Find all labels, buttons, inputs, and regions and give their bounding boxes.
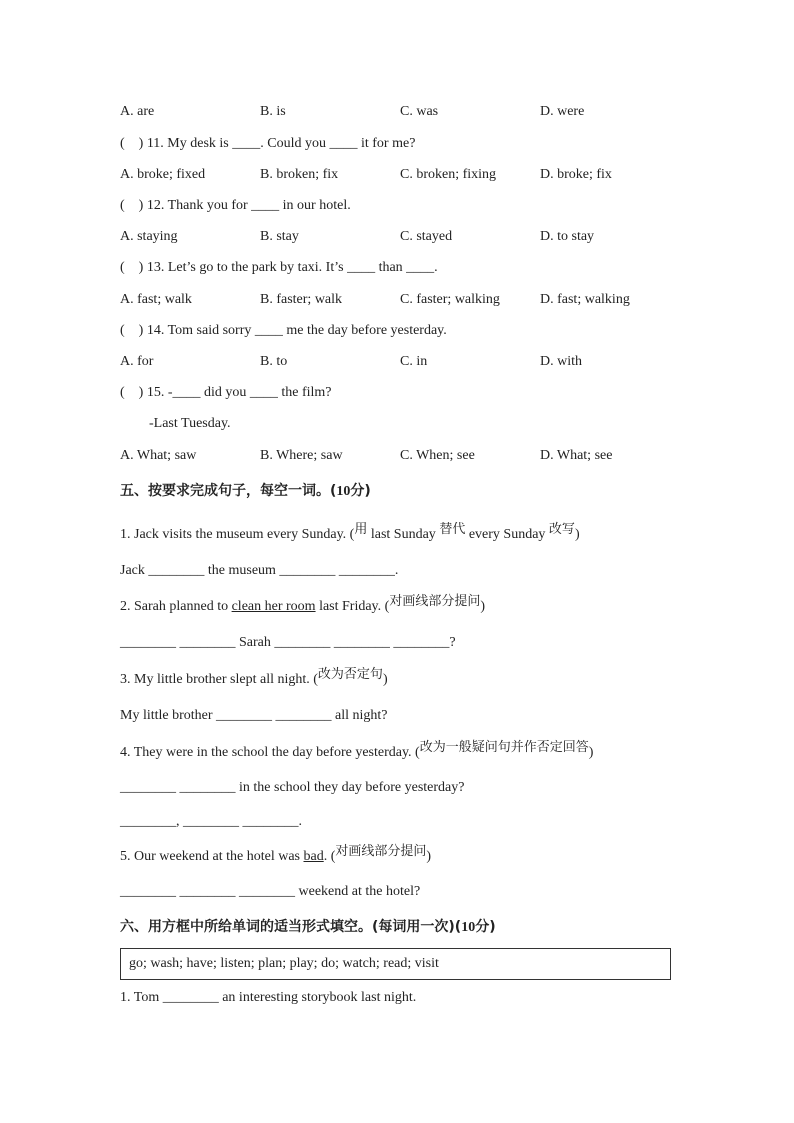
q15-option-a: A. What; saw xyxy=(120,448,197,463)
s5-item-3: 3. My little brother slept all night. (改为否定句) xyxy=(120,667,388,687)
q10-option-b: B. is xyxy=(260,104,286,119)
q15-option-b: B. Where; saw xyxy=(260,448,343,463)
s5-item-4-answer-1: ________ ________ in the school they day before yesterday? xyxy=(120,780,465,795)
s5-item-3-answer: My little brother ________ ________ all night? xyxy=(120,708,388,723)
q11-option-c: C. broken; fixing xyxy=(400,167,497,182)
s5-item-4-answer-2: ________, ________ ________. xyxy=(120,814,302,829)
q11-option-b: B. broken; fix xyxy=(260,167,339,182)
q11-stem: ( ) 11. My desk is ____. Could you ____ it for me? xyxy=(120,136,416,151)
q12-option-b: B. stay xyxy=(260,229,299,244)
section5-heading: 五、按要求完成句子，每空一词。(10分) xyxy=(120,483,371,499)
s5-item-1-answer: Jack ________ the museum ________ ________. xyxy=(120,563,399,578)
s5-item-2-answer: ________ ________ Sarah ________ ________ ________? xyxy=(120,635,456,650)
q12-option-a: A. staying xyxy=(120,229,178,244)
q12-option-d: D. to stay xyxy=(540,229,595,244)
q13-option-b: B. faster; walk xyxy=(260,292,343,307)
q13-option-a: A. fast; walk xyxy=(120,292,192,307)
q10-option-c: C. was xyxy=(400,104,439,119)
q15-option-c: C. When; see xyxy=(400,448,475,463)
s5-item-5-answer: ________ ________ ________ weekend at the hotel? xyxy=(120,884,421,899)
q14-option-c: C. in xyxy=(400,354,428,369)
s5-item-5: 5. Our weekend at the hotel was bad. (对画线部分提问) xyxy=(120,844,432,864)
q15-option-d: D. What; see xyxy=(540,448,613,463)
q12-stem: ( ) 12. Thank you for ____ in our hotel. xyxy=(120,198,351,213)
q13-stem: ( ) 13. Let’s go to the park by taxi. It’s ____ than ____. xyxy=(120,260,438,275)
q14-option-a: A. for xyxy=(120,354,154,369)
q13-option-c: C. faster; walking xyxy=(400,292,500,307)
s5-item-4: 4. They were in the school the day before yesterday. (改为一般疑问句并作否定回答) xyxy=(120,740,594,760)
q12-option-c: C. stayed xyxy=(400,229,453,244)
section6-heading: 六、用方框中所给单词的适当形式填空。(每词用一次)(10分) xyxy=(120,919,496,935)
q15-stem: ( ) 15. -____ did you ____ the film? xyxy=(120,385,332,400)
q11-option-d: D. broke; fix xyxy=(540,167,612,182)
q14-option-d: D. with xyxy=(540,354,582,369)
s5-item-1: 1. Jack visits the museum every Sunday. (用 last Sunday 替代 every Sunday 改写) xyxy=(120,522,580,542)
s6-item-1: 1. Tom ________ an interesting storybook last night. xyxy=(120,990,417,1005)
q14-stem: ( ) 14. Tom said sorry ____ me the day before yesterday. xyxy=(120,323,447,338)
q11-option-a: A. broke; fixed xyxy=(120,167,206,182)
q14-option-b: B. to xyxy=(260,354,288,369)
word-bank-text: go; wash; have; listen; plan; play; do; watch; read; visit xyxy=(129,956,439,971)
q13-option-d: D. fast; walking xyxy=(540,292,630,307)
q10-option-d: D. were xyxy=(540,104,585,119)
q15-reply: -Last Tuesday. xyxy=(149,416,231,431)
word-bank-box xyxy=(120,948,671,980)
q10-option-a: A. are xyxy=(120,104,155,119)
s5-item-2: 2. Sarah planned to clean her room last Friday. (对画线部分提问) xyxy=(120,594,485,614)
